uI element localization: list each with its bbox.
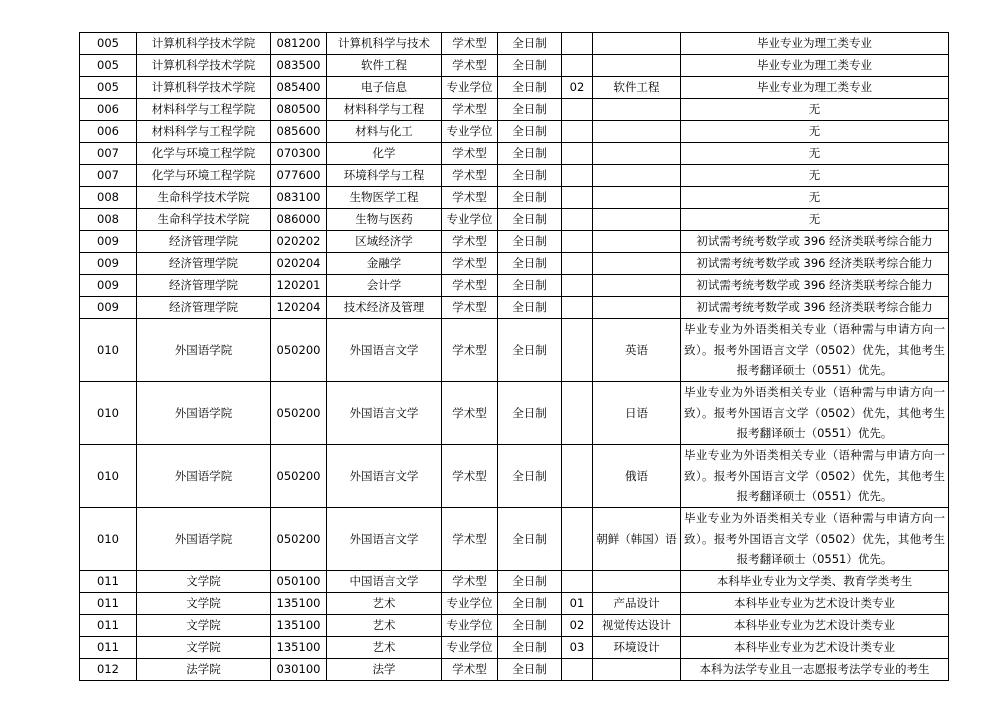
requirement-note-cell: 无 <box>681 187 949 209</box>
table-row <box>80 508 949 571</box>
direction-name-cell <box>593 55 681 77</box>
major-name-cell: 生物与医药 <box>327 209 442 231</box>
direction-name-cell <box>593 209 681 231</box>
degree-type-cell: 学术型 <box>442 319 498 382</box>
table-row <box>80 55 949 77</box>
direction-name-cell <box>593 297 681 319</box>
degree-type-cell: 专业学位 <box>442 593 498 615</box>
degree-type-cell: 学术型 <box>442 33 498 55</box>
requirement-note-cell: 本科毕业专业为艺术设计类专业 <box>681 615 949 637</box>
direction-name-cell: 俄语 <box>593 445 681 508</box>
direction-code-cell <box>562 55 593 77</box>
college-name-cell: 外国语学院 <box>137 508 271 571</box>
major-code-cell: 030100 <box>271 659 327 681</box>
degree-type-cell: 学术型 <box>442 445 498 508</box>
major-name-cell: 会计学 <box>327 275 442 297</box>
table-row <box>80 297 949 319</box>
degree-type-cell: 学术型 <box>442 99 498 121</box>
college-code-cell: 011 <box>80 637 137 659</box>
major-name-cell: 材料与化工 <box>327 121 442 143</box>
direction-name-cell <box>593 143 681 165</box>
degree-type-cell: 学术型 <box>442 571 498 593</box>
college-code-cell: 009 <box>80 231 137 253</box>
study-mode-cell: 全日制 <box>498 143 562 165</box>
college-name-cell: 外国语学院 <box>137 382 271 445</box>
direction-code-cell <box>562 165 593 187</box>
major-name-cell: 法学 <box>327 659 442 681</box>
college-code-cell: 008 <box>80 209 137 231</box>
college-name-cell: 文学院 <box>137 615 271 637</box>
table-row <box>80 121 949 143</box>
direction-name-cell <box>593 187 681 209</box>
study-mode-cell: 全日制 <box>498 508 562 571</box>
college-code-cell: 010 <box>80 382 137 445</box>
major-code-cell: 080500 <box>271 99 327 121</box>
direction-name-cell: 日语 <box>593 382 681 445</box>
table-row <box>80 275 949 297</box>
college-name-cell: 文学院 <box>137 571 271 593</box>
major-code-cell: 050100 <box>271 571 327 593</box>
college-name-cell: 计算机科学技术学院 <box>137 77 271 99</box>
college-code-cell: 010 <box>80 445 137 508</box>
table-row <box>80 231 949 253</box>
study-mode-cell: 全日制 <box>498 77 562 99</box>
table-row <box>80 659 949 681</box>
study-mode-cell: 全日制 <box>498 121 562 143</box>
degree-type-cell: 专业学位 <box>442 209 498 231</box>
requirement-note-cell: 毕业专业为理工类专业 <box>681 77 949 99</box>
study-mode-cell: 全日制 <box>498 637 562 659</box>
major-code-cell: 083500 <box>271 55 327 77</box>
college-name-cell: 材料科学与工程学院 <box>137 121 271 143</box>
degree-type-cell: 学术型 <box>442 231 498 253</box>
direction-code-cell <box>562 253 593 275</box>
major-name-cell: 计算机科学与技术 <box>327 33 442 55</box>
college-code-cell: 011 <box>80 615 137 637</box>
college-code-cell: 010 <box>80 508 137 571</box>
degree-type-cell: 学术型 <box>442 165 498 187</box>
major-code-cell: 070300 <box>271 143 327 165</box>
table-body <box>80 33 949 681</box>
major-code-cell: 050200 <box>271 445 327 508</box>
direction-name-cell <box>593 275 681 297</box>
major-code-cell: 120201 <box>271 275 327 297</box>
college-name-cell: 文学院 <box>137 637 271 659</box>
requirement-note-cell: 毕业专业为外语类相关专业（语种需与申请方向一致）。报考外国语言文学（0502）优先，其他考生报考翻译硕士（0551）优先。 <box>681 382 949 445</box>
major-code-cell: 081200 <box>271 33 327 55</box>
requirement-note-cell: 初试需考统考数学或 396 经济类联考综合能力 <box>681 275 949 297</box>
direction-code-cell <box>562 275 593 297</box>
major-code-cell: 135100 <box>271 593 327 615</box>
college-code-cell: 009 <box>80 253 137 275</box>
major-code-cell: 077600 <box>271 165 327 187</box>
major-name-cell: 外国语言文学 <box>327 319 442 382</box>
study-mode-cell: 全日制 <box>498 382 562 445</box>
direction-name-cell <box>593 165 681 187</box>
college-code-cell: 011 <box>80 593 137 615</box>
direction-code-cell <box>562 33 593 55</box>
direction-code-cell <box>562 297 593 319</box>
direction-name-cell: 朝鲜（韩国）语 <box>593 508 681 571</box>
college-code-cell: 007 <box>80 165 137 187</box>
college-name-cell: 经济管理学院 <box>137 231 271 253</box>
requirement-note-cell: 毕业专业为外语类相关专业（语种需与申请方向一致）。报考外国语言文学（0502）优先，其他考生报考翻译硕士（0551）优先。 <box>681 508 949 571</box>
degree-type-cell: 学术型 <box>442 297 498 319</box>
major-code-cell: 050200 <box>271 319 327 382</box>
major-name-cell: 外国语言文学 <box>327 382 442 445</box>
major-code-cell: 083100 <box>271 187 327 209</box>
major-name-cell: 艺术 <box>327 593 442 615</box>
college-name-cell: 计算机科学技术学院 <box>137 33 271 55</box>
degree-type-cell: 学术型 <box>442 187 498 209</box>
study-mode-cell: 全日制 <box>498 297 562 319</box>
direction-code-cell <box>562 99 593 121</box>
study-mode-cell: 全日制 <box>498 33 562 55</box>
table-row <box>80 445 949 508</box>
major-name-cell: 艺术 <box>327 637 442 659</box>
study-mode-cell: 全日制 <box>498 445 562 508</box>
direction-name-cell <box>593 253 681 275</box>
direction-code-cell <box>562 319 593 382</box>
college-code-cell: 005 <box>80 77 137 99</box>
table-row <box>80 615 949 637</box>
admission-table <box>79 32 949 681</box>
degree-type-cell: 专业学位 <box>442 121 498 143</box>
study-mode-cell: 全日制 <box>498 659 562 681</box>
degree-type-cell: 学术型 <box>442 659 498 681</box>
requirement-note-cell: 初试需考统考数学或 396 经济类联考综合能力 <box>681 231 949 253</box>
direction-name-cell <box>593 571 681 593</box>
requirement-note-cell: 无 <box>681 99 949 121</box>
major-name-cell: 技术经济及管理 <box>327 297 442 319</box>
major-name-cell: 环境科学与工程 <box>327 165 442 187</box>
direction-name-cell: 软件工程 <box>593 77 681 99</box>
major-name-cell: 中国语言文学 <box>327 571 442 593</box>
major-code-cell: 120204 <box>271 297 327 319</box>
table-row <box>80 209 949 231</box>
direction-code-cell <box>562 659 593 681</box>
requirement-note-cell: 无 <box>681 165 949 187</box>
direction-code-cell <box>562 143 593 165</box>
requirement-note-cell: 毕业专业为外语类相关专业（语种需与申请方向一致）。报考外国语言文学（0502）优先，其他考生报考翻译硕士（0551）优先。 <box>681 319 949 382</box>
table-row <box>80 187 949 209</box>
table-row <box>80 637 949 659</box>
major-name-cell: 软件工程 <box>327 55 442 77</box>
table-row <box>80 99 949 121</box>
degree-type-cell: 学术型 <box>442 143 498 165</box>
college-code-cell: 011 <box>80 571 137 593</box>
college-name-cell: 材料科学与工程学院 <box>137 99 271 121</box>
college-name-cell: 外国语学院 <box>137 445 271 508</box>
college-name-cell: 计算机科学技术学院 <box>137 55 271 77</box>
college-code-cell: 012 <box>80 659 137 681</box>
college-name-cell: 法学院 <box>137 659 271 681</box>
degree-type-cell: 学术型 <box>442 55 498 77</box>
direction-code-cell <box>562 121 593 143</box>
major-code-cell: 020202 <box>271 231 327 253</box>
degree-type-cell: 学术型 <box>442 508 498 571</box>
direction-code-cell: 02 <box>562 77 593 99</box>
study-mode-cell: 全日制 <box>498 571 562 593</box>
major-name-cell: 外国语言文学 <box>327 445 442 508</box>
requirement-note-cell: 无 <box>681 143 949 165</box>
direction-code-cell <box>562 571 593 593</box>
requirement-note-cell: 无 <box>681 209 949 231</box>
college-name-cell: 文学院 <box>137 593 271 615</box>
table-row <box>80 319 949 382</box>
major-name-cell: 电子信息 <box>327 77 442 99</box>
college-name-cell: 生命科学技术学院 <box>137 209 271 231</box>
degree-type-cell: 学术型 <box>442 275 498 297</box>
study-mode-cell: 全日制 <box>498 187 562 209</box>
direction-name-cell: 视觉传达设计 <box>593 615 681 637</box>
direction-code-cell <box>562 187 593 209</box>
direction-code-cell: 01 <box>562 593 593 615</box>
major-name-cell: 化学 <box>327 143 442 165</box>
college-name-cell: 经济管理学院 <box>137 253 271 275</box>
college-name-cell: 经济管理学院 <box>137 275 271 297</box>
requirement-note-cell: 毕业专业为理工类专业 <box>681 33 949 55</box>
direction-code-cell <box>562 508 593 571</box>
table-row <box>80 165 949 187</box>
study-mode-cell: 全日制 <box>498 99 562 121</box>
requirement-note-cell: 无 <box>681 121 949 143</box>
study-mode-cell: 全日制 <box>498 209 562 231</box>
college-code-cell: 005 <box>80 33 137 55</box>
college-code-cell: 008 <box>80 187 137 209</box>
study-mode-cell: 全日制 <box>498 231 562 253</box>
table-row <box>80 143 949 165</box>
table-row <box>80 571 949 593</box>
table-row <box>80 33 949 55</box>
major-code-cell: 050200 <box>271 508 327 571</box>
major-name-cell: 金融学 <box>327 253 442 275</box>
degree-type-cell: 专业学位 <box>442 77 498 99</box>
major-name-cell: 区域经济学 <box>327 231 442 253</box>
direction-code-cell <box>562 231 593 253</box>
study-mode-cell: 全日制 <box>498 165 562 187</box>
table-row <box>80 77 949 99</box>
study-mode-cell: 全日制 <box>498 615 562 637</box>
major-code-cell: 085400 <box>271 77 327 99</box>
major-code-cell: 135100 <box>271 615 327 637</box>
college-code-cell: 007 <box>80 143 137 165</box>
direction-name-cell <box>593 33 681 55</box>
college-code-cell: 009 <box>80 275 137 297</box>
college-code-cell: 009 <box>80 297 137 319</box>
college-code-cell: 010 <box>80 319 137 382</box>
requirement-note-cell: 毕业专业为理工类专业 <box>681 55 949 77</box>
direction-code-cell: 03 <box>562 637 593 659</box>
requirement-note-cell: 初试需考统考数学或 396 经济类联考综合能力 <box>681 297 949 319</box>
table-row <box>80 253 949 275</box>
direction-code-cell: 02 <box>562 615 593 637</box>
direction-name-cell <box>593 659 681 681</box>
direction-code-cell <box>562 209 593 231</box>
direction-name-cell: 环境设计 <box>593 637 681 659</box>
college-code-cell: 005 <box>80 55 137 77</box>
major-code-cell: 086000 <box>271 209 327 231</box>
table-row <box>80 382 949 445</box>
degree-type-cell: 专业学位 <box>442 637 498 659</box>
major-name-cell: 艺术 <box>327 615 442 637</box>
major-name-cell: 外国语言文学 <box>327 508 442 571</box>
study-mode-cell: 全日制 <box>498 275 562 297</box>
direction-code-cell <box>562 445 593 508</box>
direction-name-cell <box>593 121 681 143</box>
requirement-note-cell: 本科毕业专业为艺术设计类专业 <box>681 637 949 659</box>
direction-name-cell: 产品设计 <box>593 593 681 615</box>
major-name-cell: 生物医学工程 <box>327 187 442 209</box>
direction-code-cell <box>562 382 593 445</box>
major-code-cell: 085600 <box>271 121 327 143</box>
major-code-cell: 135100 <box>271 637 327 659</box>
college-code-cell: 006 <box>80 121 137 143</box>
college-name-cell: 生命科学技术学院 <box>137 187 271 209</box>
requirement-note-cell: 本科毕业专业为艺术设计类专业 <box>681 593 949 615</box>
requirement-note-cell: 毕业专业为外语类相关专业（语种需与申请方向一致）。报考外国语言文学（0502）优先，其他考生报考翻译硕士（0551）优先。 <box>681 445 949 508</box>
direction-name-cell: 英语 <box>593 319 681 382</box>
degree-type-cell: 学术型 <box>442 382 498 445</box>
college-name-cell: 化学与环境工程学院 <box>137 143 271 165</box>
table-row <box>80 593 949 615</box>
degree-type-cell: 专业学位 <box>442 615 498 637</box>
requirement-note-cell: 初试需考统考数学或 396 经济类联考综合能力 <box>681 253 949 275</box>
college-name-cell: 外国语学院 <box>137 319 271 382</box>
major-code-cell: 020204 <box>271 253 327 275</box>
college-name-cell: 化学与环境工程学院 <box>137 165 271 187</box>
study-mode-cell: 全日制 <box>498 55 562 77</box>
degree-type-cell: 学术型 <box>442 253 498 275</box>
study-mode-cell: 全日制 <box>498 253 562 275</box>
college-name-cell: 经济管理学院 <box>137 297 271 319</box>
direction-name-cell <box>593 99 681 121</box>
major-code-cell: 050200 <box>271 382 327 445</box>
requirement-note-cell: 本科为法学专业且一志愿报考法学专业的考生 <box>681 659 949 681</box>
college-code-cell: 006 <box>80 99 137 121</box>
study-mode-cell: 全日制 <box>498 319 562 382</box>
study-mode-cell: 全日制 <box>498 593 562 615</box>
direction-name-cell <box>593 231 681 253</box>
major-name-cell: 材料科学与工程 <box>327 99 442 121</box>
requirement-note-cell: 本科毕业专业为文学类、教育学类考生 <box>681 571 949 593</box>
